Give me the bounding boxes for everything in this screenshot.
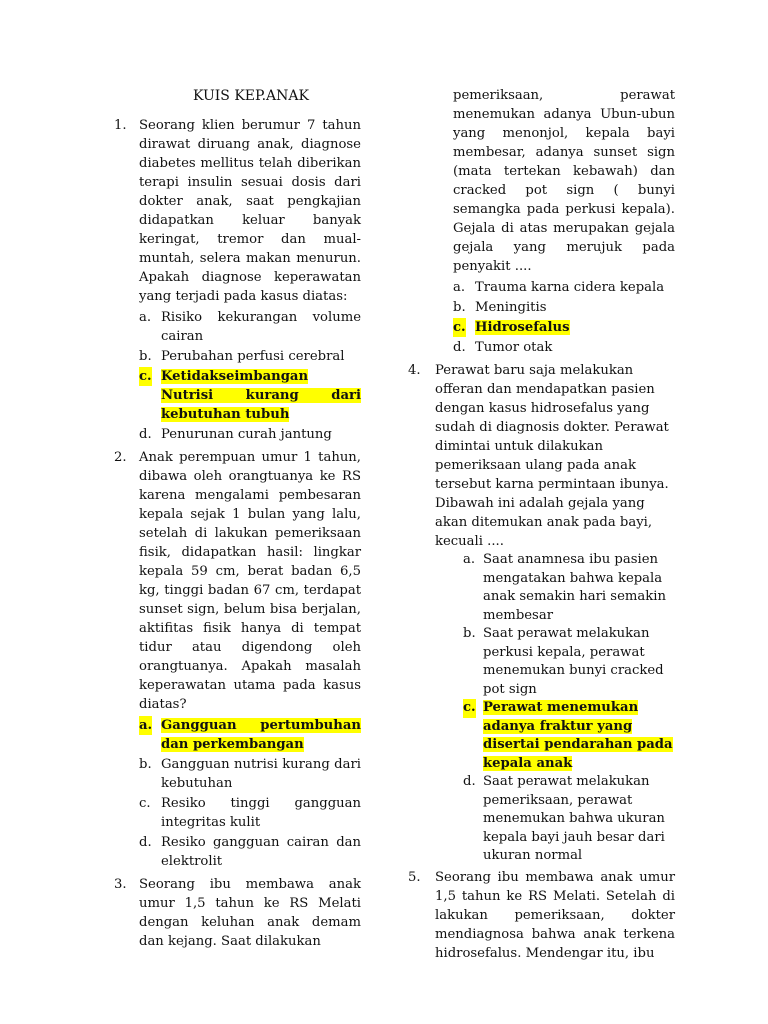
options-list (453, 278, 675, 357)
option-d[interactable]: d. Saat perawat melakukan pemeriksaan, perawat menemukan bahwa ukuran kepala bayi jauh besar dari ukuran normal (463, 774, 665, 863)
question-text: Perawat baru saja melakukan offeran dan mendapatkan pasien dengan kasus hidrosefalus yang sudah di diagnosis dokter. Perawat dimintai untuk dilakukan pemeriksaan ulang pada anak tersebut karna permintaan ibunya. Dibawah ini adalah gejala yang akan ditemukan anak pada bayi, (435, 363, 669, 530)
answer-highlight: Hidrosefalus (475, 320, 570, 335)
option-a[interactable]: a. Trauma karna cidera kepala (453, 280, 665, 295)
option-c[interactable]: c. Resiko tinggi gangguan integritas kulit (139, 796, 361, 830)
options-list (139, 716, 361, 871)
option-a-correct[interactable]: a. Gangguan pertumbuhan dan perkembangan (139, 718, 361, 752)
option-b[interactable]: b. Gangguan nutrisi kurang dari kebutuhan (139, 757, 361, 791)
option-c-correct[interactable]: c. Perawat menemukan adanya fraktur yang disertai pendarahan pada kepala anak (463, 700, 673, 771)
answer-highlight: Ketidakseimbangan Nutrisi kurang dari kebutuhan tubuh (161, 369, 361, 422)
question-text-part-1: Seorang ibu membawa anak umur 1,5 tahun ke RS Melati dengan keluhan anak demam dan kejang. Saat dilakukan (139, 877, 361, 949)
question-4 (405, 361, 675, 866)
question-number: 1. (114, 118, 127, 133)
question-1 (111, 116, 361, 444)
question-2 (111, 448, 361, 871)
question-number: 5. (408, 869, 421, 885)
question-5 (405, 868, 675, 963)
option-b[interactable]: b. Perubahan perfusi cerebral (139, 349, 345, 364)
option-b[interactable]: b. Saat perawat melakukan perkusi kepala, perawat menemukan bunyi cracked pot sign (463, 626, 664, 697)
options-list (139, 308, 361, 444)
question-number: 4. (408, 363, 421, 378)
question-text: Anak perempuan umur 1 tahun, dibawa oleh orangtuanya ke RS karena mengalami pembesaran kepala sejak 1 bulan yang lalu, setelah di lakukan pemeriksaan fisik, didapatkan hasil: lingkar kepala 59 cm, berat badan 6,5 kg, tinggi badan 67 cm, terdapat sunset sign, belum bisa berjalan, aktifitas fisik hanya di tempat tidur atau digendong oleh orangtuanya. Apakah masalah keperawatan utama pada kasus diatas? (139, 450, 361, 712)
left-column (111, 86, 361, 951)
answer-highlight: Gangguan pertumbuhan dan perkembangan (161, 718, 361, 752)
option-c-correct[interactable]: c. Hidrosefalus (453, 320, 570, 335)
quiz-title: KUIS KEP.ANAK (193, 88, 309, 104)
right-column (405, 86, 675, 963)
question-3 (111, 875, 361, 951)
question-except: kecuali .... (435, 534, 504, 549)
option-c-correct[interactable]: c. Ketidakseimbangan Nutrisi kurang dari kebutuhan tubuh (139, 369, 361, 422)
question-text: Seorang klien berumur 7 tahun dirawat diruang anak, diagnose diabetes mellitus telah diberikan terapi insulin sesuai dosis dari dokter anak, saat pengkajian didapatkan keluar banyak keringat, tremor dan mual-muntah, selera makan menurun. Apakah diagnose keperawatan yang terjadi pada kasus diatas: (139, 118, 361, 304)
question-text-part-2: pemeriksaan, perawat menemukan adanya Ubun-ubun yang menonjol, kepala bayi membesar, adanya sunset sign (mata tertekan kebawah) dan cracked pot sign ( bunyi semangka pada perkusi kepala). Gejala di atas merupakan gejala gejala yang merujuk pada penyakit .... (453, 88, 675, 274)
question-text: Seorang ibu membawa anak umur 1,5 tahun ke RS Melati. Setelah di lakukan pemeriksaan, dokter mendiagnosa bahwa anak terkena hidrosefalus. Mendengar itu, ibu (435, 869, 675, 961)
question-number: 3. (114, 877, 127, 892)
option-a[interactable]: a. Risiko kekurangan volume cairan (139, 310, 361, 344)
question-number: 2. (114, 450, 127, 465)
option-d[interactable]: d. Resiko gangguan cairan dan elektrolit (139, 835, 361, 869)
option-d[interactable]: d. Tumor otak (453, 340, 553, 355)
question-3-continued (405, 86, 675, 357)
answer-highlight: Perawat menemukan adanya fraktur yang disertai pendarahan pada kepala anak (483, 700, 673, 771)
option-d[interactable]: d. Penurunan curah jantung (139, 427, 332, 442)
options-list (463, 551, 675, 866)
option-b[interactable]: b. Meningitis (453, 300, 547, 315)
option-a[interactable]: a. Saat anamnesa ibu pasien mengatakan bahwa kepala anak semakin hari semakin membesar (463, 552, 666, 623)
